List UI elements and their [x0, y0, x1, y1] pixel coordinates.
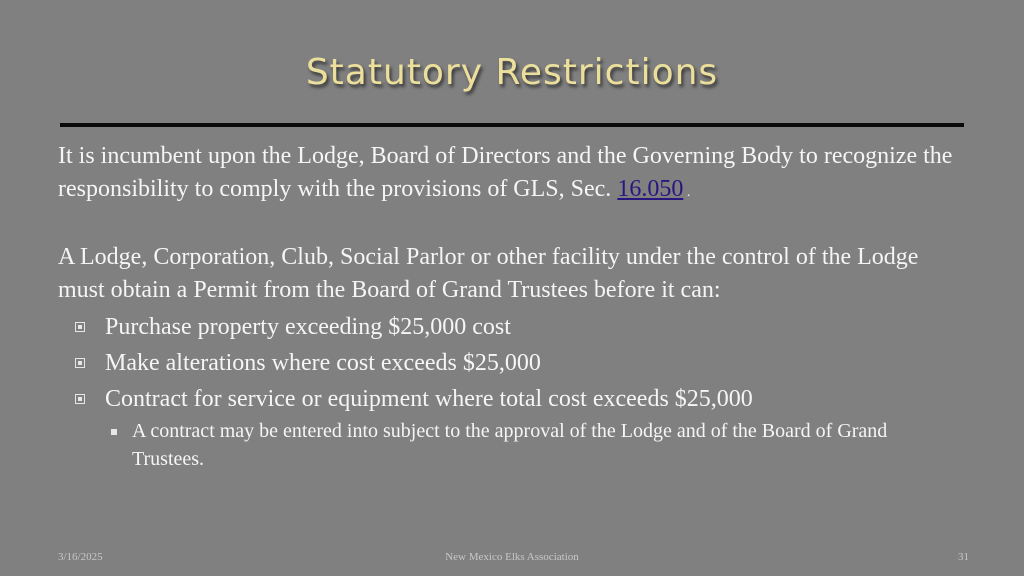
list-item [58, 345, 968, 381]
boxed-square-bullet-icon [75, 322, 85, 332]
sub-bullet-text: A contract may be entered into subject to the approval of the Lodge and of the Board of Grand Trustees. [132, 420, 888, 470]
slide-title: Statutory Restrictions [305, 52, 719, 93]
bullet-text: Contract for service or equipment where total cost exceeds $25,000 [105, 386, 753, 412]
intro-text: It is incumbent upon the Lodge, Board of Directors and the Governing Body to recognize the responsibility to comply with the provisions of GLS, Sec. [58, 143, 953, 202]
list-item [58, 309, 968, 345]
permit-paragraph: A Lodge, Corporation, Club, Social Parlor or other facility under the control of the Lodge must obtain a Permit from the Board of Grand Trustees before it can: [58, 244, 919, 303]
footer-date: 3/16/2025 [58, 551, 103, 563]
list-item [58, 417, 962, 473]
sub-bullet-list [58, 417, 968, 473]
slide-content [58, 140, 968, 473]
small-square-bullet-icon [111, 429, 117, 435]
permit-bullet-list [58, 309, 968, 417]
bullet-text: Make alterations where cost exceeds $25,000 [105, 350, 541, 376]
title-divider [60, 123, 964, 127]
intro-paragraph [58, 140, 968, 209]
list-item [58, 381, 968, 417]
footer-organization: New Mexico Elks Association [445, 551, 579, 563]
boxed-square-bullet-icon [75, 394, 85, 404]
gls-section-link[interactable]: 16.050 [617, 176, 684, 202]
intro-trailing: . [683, 185, 691, 200]
footer-page-number: 31 [958, 551, 969, 563]
boxed-square-bullet-icon [75, 358, 85, 368]
bullet-text: Purchase property exceeding $25,000 cost [105, 314, 511, 340]
